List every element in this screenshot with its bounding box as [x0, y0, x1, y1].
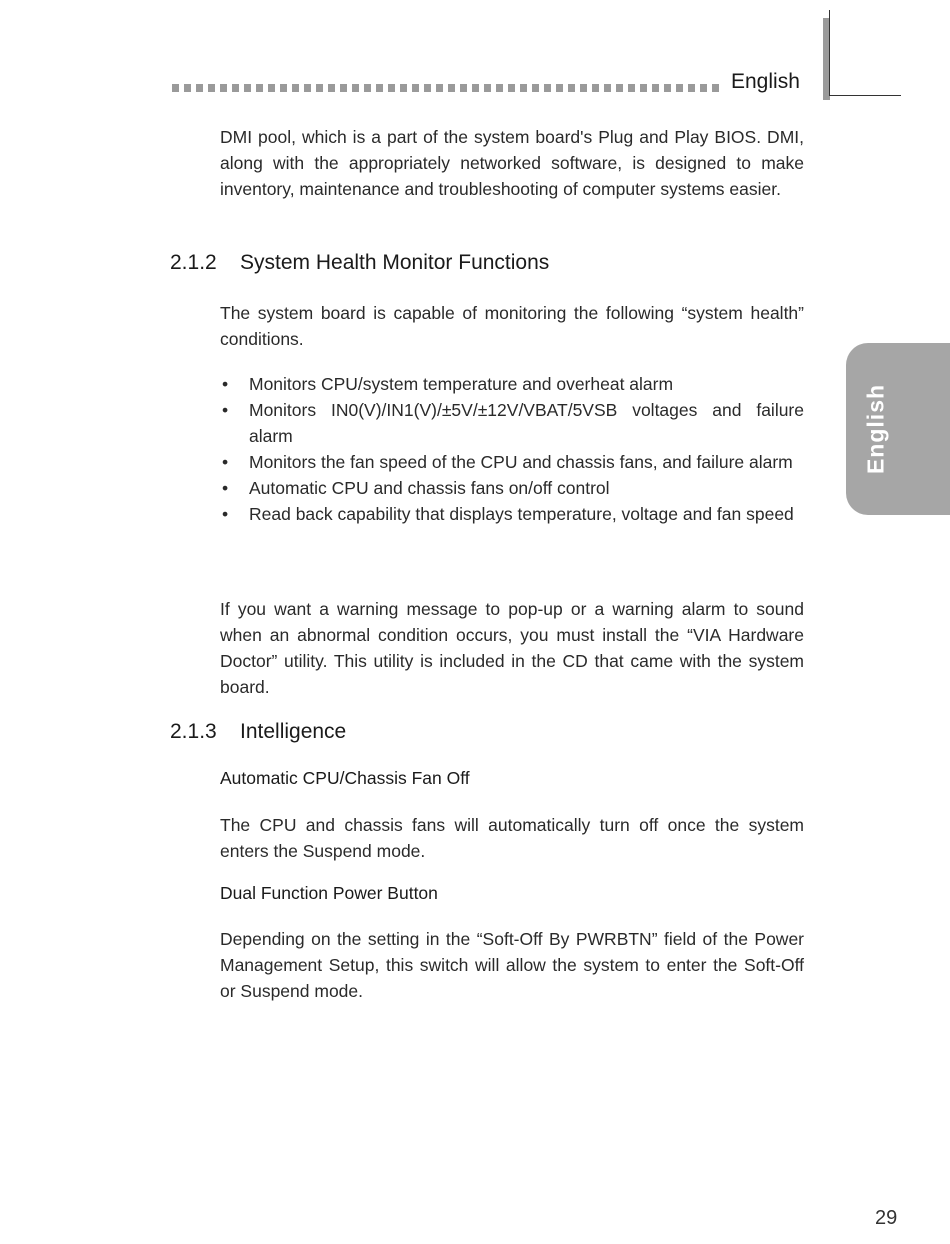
section-213-heading: [170, 720, 346, 744]
section-213-title: Intelligence: [240, 720, 347, 743]
bullet-icon: •: [222, 400, 229, 420]
page-number: 29: [875, 1207, 898, 1229]
corner-mark-vertical: [829, 10, 830, 96]
section-212-number: 2.1.2: [170, 251, 217, 274]
bullet-icon: •: [222, 478, 229, 498]
bullet-icon: •: [222, 374, 229, 394]
health-monitor-list: [220, 371, 804, 527]
list-item: • Read back capability that displays temperature, voltage and fan speed: [220, 501, 804, 527]
section-212-title: System Health Monitor Functions: [240, 251, 550, 274]
section-213-number: 2.1.3: [170, 720, 217, 743]
fan-off-paragraph: The CPU and chassis fans will automatically turn off once the system enters the Suspend mode.: [220, 815, 804, 861]
list-item: • Monitors CPU/system temperature and overheat alarm: [220, 371, 804, 397]
list-item: • Automatic CPU and chassis fans on/off control: [220, 475, 804, 501]
bullet-icon: •: [222, 452, 229, 472]
corner-mark-horizontal: [829, 95, 901, 96]
side-tab-label: English: [862, 383, 889, 475]
header-language-label: English: [731, 70, 800, 93]
power-button-paragraph: Depending on the setting in the “Soft-Off By PWRBTN” field of the Power Management Setup, this switch will allow the system to enter the Soft-Off or Suspend mode.: [220, 929, 804, 1001]
section-212-closing: If you want a warning message to pop-up or a warning alarm to sound when an abnormal condition occurs, you must install the “VIA Hardware Doctor” utility. This utility is included in the CD that came with the system board.: [220, 599, 804, 697]
list-item: • Monitors the fan speed of the CPU and chassis fans, and failure alarm: [220, 449, 804, 475]
side-language-tab: [846, 343, 950, 515]
power-button-heading: Dual Function Power Button: [220, 883, 438, 903]
fan-off-heading: Automatic CPU/Chassis Fan Off: [220, 768, 470, 788]
bullet-icon: •: [222, 504, 229, 524]
list-item: • Monitors IN0(V)/IN1(V)/±5V/±12V/VBAT/5VSB voltages and failure alarm: [220, 397, 804, 449]
intro-paragraph: DMI pool, which is a part of the system board's Plug and Play BIOS. DMI, along with the appropriately networked software, is designed to make inventory, maintenance and troubleshooting of computer systems easier.: [220, 127, 804, 199]
section-212-heading: [170, 251, 549, 275]
section-212-intro: The system board is capable of monitoring the following “system health” conditions.: [220, 303, 804, 349]
header-dotted-rule: [172, 84, 720, 92]
